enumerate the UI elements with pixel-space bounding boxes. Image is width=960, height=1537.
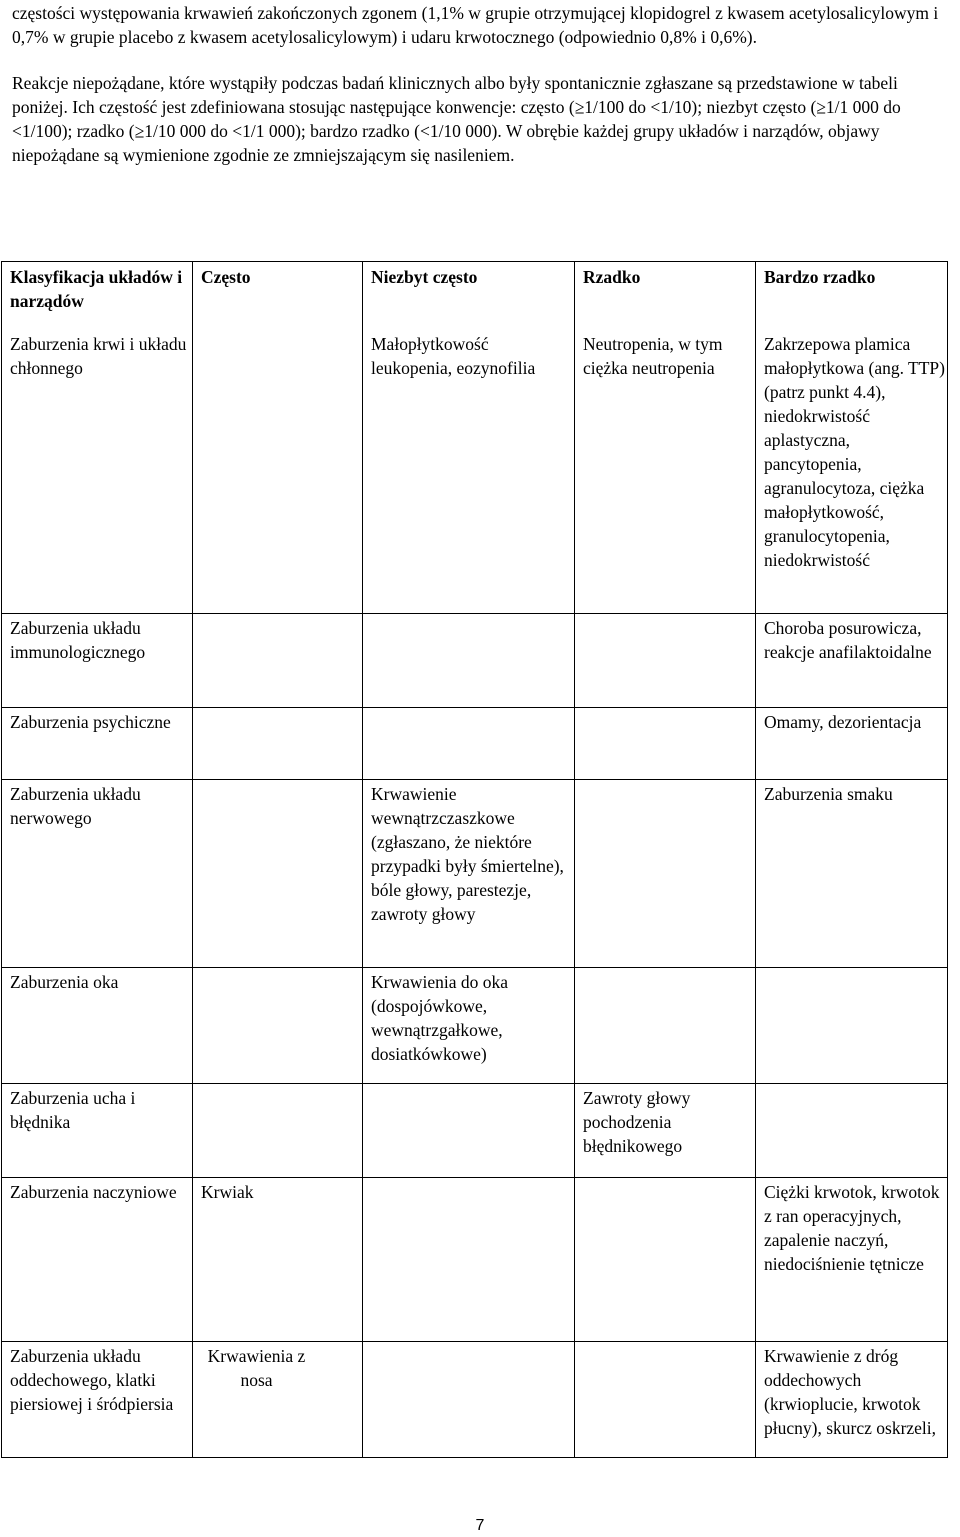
- header-rare: Rzadko: [575, 262, 756, 333]
- uncommon-cell: [363, 708, 575, 780]
- common-cell-text: Krwawienia z nosa: [207, 1346, 306, 1390]
- greater-equal-symbol: ≥: [134, 120, 145, 142]
- very-rare-cell: Choroba posurowicza, reakcje anafilaktoidalne: [756, 614, 948, 708]
- very-rare-cell: Zakrzepowa plamica małopłytkowa (ang. TTP) (patrz punkt 4.4), niedokrwistość aplastyczna, pancytopenia, agranulocytoza, ciężka małopłytkowość, granulocytopenia, niedokrwistość: [756, 332, 948, 614]
- intro-paragraph-2: [12, 71, 948, 167]
- very-rare-cell: Zaburzenia smaku: [756, 780, 948, 968]
- header-uncommon: Niezbyt często: [363, 262, 575, 333]
- uncommon-cell: [363, 1084, 575, 1178]
- very-rare-cell: Krwawienie z dróg oddechowych (krwioplucie, krwotok płucny), skurcz oskrzeli,: [756, 1342, 948, 1458]
- very-rare-cell: [756, 1084, 948, 1178]
- table-row: [2, 614, 948, 708]
- table-row: [2, 1342, 948, 1458]
- uncommon-cell: [363, 614, 575, 708]
- common-cell: [193, 1084, 363, 1178]
- rare-cell: [575, 968, 756, 1084]
- table-row: [2, 708, 948, 780]
- common-cell: [193, 708, 363, 780]
- rare-cell: Neutropenia, w tym ciężka neutropenia: [575, 332, 756, 614]
- rare-cell: Zawroty głowy pochodzenia błędnikowego: [575, 1084, 756, 1178]
- table-header-row: [2, 262, 948, 333]
- intro-paragraph-2-part-b: 1/100 do <1/10); niezbyt często (: [584, 97, 817, 117]
- document-page: [12, 0, 948, 167]
- intro-paragraph-1: częstości występowania krwawień zakończonych zgonem (1,1% w grupie otrzymującej klopidogrel z kwasem acetylosalicylowym i 0,7% w grupie placebo z kwasem acetylosalicylowym) i udaru krwotocznego (odpowiednio 0,8% i 0,6%).: [12, 3, 939, 47]
- uncommon-cell: Małopłytkowość leukopenia, eozynofilia: [363, 332, 575, 614]
- common-cell: [193, 1342, 363, 1458]
- rare-cell: [575, 614, 756, 708]
- very-rare-cell: Ciężki krwotok, krwotok z ran operacyjnych, zapalenie naczyń, niedociśnienie tętnicze: [756, 1178, 948, 1342]
- rare-cell: [575, 1178, 756, 1342]
- rare-cell: [575, 1342, 756, 1458]
- uncommon-cell: Krwawienie wewnątrzczaszkowe (zgłaszano, że niektóre przypadki były śmiertelne), bóle głowy, parestezje, zawroty głowy: [363, 780, 575, 968]
- soc-cell: Zaburzenia psychiczne: [2, 708, 193, 780]
- intro-paragraph-2-part-a: Reakcje niepożądane, które wystąpiły podczas badań klinicznych albo były spontanicznie zgłaszane są przedstawione w tabeli poniżej. Ich częstość jest zdefiniowana stosując następujące konwencje: często (: [12, 73, 898, 117]
- greater-equal-symbol: ≥: [816, 96, 826, 118]
- table-row: [2, 1178, 948, 1342]
- soc-cell: Zaburzenia naczyniowe: [2, 1178, 193, 1342]
- header-common: Często: [193, 262, 363, 333]
- intro-text: [12, 1, 948, 167]
- common-cell: [193, 968, 363, 1084]
- soc-cell: Zaburzenia układu nerwowego: [2, 780, 193, 968]
- rare-cell: [575, 780, 756, 968]
- very-rare-cell: [756, 968, 948, 1084]
- common-cell: Krwiak: [193, 1178, 363, 1342]
- uncommon-cell: [363, 1178, 575, 1342]
- uncommon-cell: Krwawienia do oka (dospojówkowe, wewnątrzgałkowe, dosiatkówkowe): [363, 968, 575, 1084]
- intro-paragraph-2-part-d: 1/10 000 do <1/1 000); bardzo rzadko (<1/10 000). W obrębie każdej grupy układów i narządów, objawy niepożądane są wymienione zgodnie ze zmniejszającym się nasileniem.: [12, 121, 880, 165]
- common-cell: [193, 332, 363, 614]
- header-very-rare: Bardzo rzadko: [756, 262, 948, 333]
- adverse-reactions-grid: [1, 261, 948, 1458]
- uncommon-cell: [363, 1342, 575, 1458]
- rare-cell: [575, 708, 756, 780]
- table-row: [2, 968, 948, 1084]
- soc-cell: Zaburzenia krwi i układu chłonnego: [2, 332, 193, 614]
- soc-cell: Zaburzenia układu immunologicznego: [2, 614, 193, 708]
- soc-cell: Zaburzenia układu oddechowego, klatki piersiowej i śródpiersia: [2, 1342, 193, 1458]
- table-row: [2, 780, 948, 968]
- soc-cell: Zaburzenia oka: [2, 968, 193, 1084]
- header-soc: Klasyfikacja układów i narządów: [2, 262, 193, 333]
- very-rare-cell: Omamy, dezorientacja: [756, 708, 948, 780]
- table-row: [2, 332, 948, 614]
- page-number: 7: [475, 1517, 485, 1534]
- soc-cell: Zaburzenia ucha i błędnika: [2, 1084, 193, 1178]
- common-cell: [193, 780, 363, 968]
- table-row: [2, 1084, 948, 1178]
- intro-paragraph-2-part-c: 1/1 000 do <1/100); rzadko (: [12, 97, 901, 141]
- common-cell: [193, 614, 363, 708]
- greater-equal-symbol: ≥: [574, 96, 585, 118]
